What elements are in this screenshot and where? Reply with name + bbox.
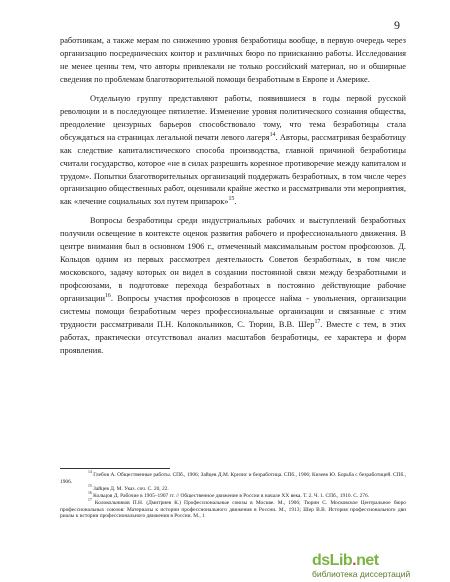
footnote-ref-17[interactable]: 17 [314, 319, 321, 326]
footnote-divider [60, 468, 170, 469]
footnote-ref-16[interactable]: 16 [104, 293, 111, 300]
paragraph-2: Отдельную группу представляют работы, появившиеся в годы первой русской революции и в последующее пятилетие. Изменение уровня политического сознания общества, преодоление цензурных барьеров способствовало тому, что тема безработицы стала обсуждаться на страницах легальной печати левого лагеря$^{14}$. Авторы, рассматривая безработицу как следствие капиталистического способа производства, главной причиной безработицы считали государство, которое «не в силах разрешить коренное противоречие между капиталом и трудом». Попытки благотворительных организаций поддержать безработных, в том числе через организацию общественных работ, оценивали крайне жестко и рассматривали эти мероприятия, как «лечение социальных зол путем припарок»$^{15}$. [60, 93, 407, 207]
watermark-subtitle: библиотека диссертаций [312, 569, 411, 579]
paragraph-3: Вопросы безработицы среди индустриальных рабочих и выступлений безработных получили освещение в контексте оценок развития рабочего и профессионального движения. В центре внимания был в основном 1906 г., отмеченный максимальным ростом профсоюзов. Д. Кольцов одним из первых рассмотрел деятельность Советов безработных, в том числе московского, задачу которых он видел в создании постоянной связи между безработными и профсоюзами, в подготовке перехода безработных в постоянно действующие рабочие организации$^{16}$. Вопросы участия профсоюзов в процессе найма - увольнения, организации системы помощи безработным через профессиональные организации и связанные с этим трудности рассматривали П.Н. Колокольников, С. Тюрин, В.В. Шер$^{17}$. Вместе с тем, в этих работах, практически отсутствовал анализ масштабов безработицы, ее характера и форм проявления. [60, 216, 406, 355]
paragraph-1: работникам, а также мерам по снижению уровня безработицы вообще, в первую очередь через организацию посреднических контор и различных бюро по приисканию работы. Исследования не менее ценны тем, что авторы привлекали не только российский материал, но и обширные сведения по проблемам благотворительной помощи безработным в Европе и Америке. [60, 36, 406, 84]
footnotes [60, 472, 406, 520]
footnote-17: $^{17}$ Колокольников П.Н. (Дмитриев К.) Профессиональные союзы в Москве. М., 1906; Тюрин С. Московское Центральное бюро профессиональных союзов: Материалы к истории профессионального движения в России. М., 1913; Шер В.В. История профессионального дви риалы к истории профессионального движения в России. М., 1 [60, 497, 406, 520]
dslib-watermark[interactable] [312, 552, 447, 578]
main-text [60, 35, 406, 364]
dslib-logo: dsLib.net [312, 552, 379, 569]
footnote-15: $^{15}$ Зайцев Д. М. Указ. соч. С. 20, 22. [88, 484, 169, 492]
footnote-ref-14[interactable]: 14 [269, 131, 276, 138]
footnote-14: $^{14}$ Глебов А. Общественные работы. СПб., 1906; Зайцев Д.М. Кризис и безработица. СПб., 1906; Кизеев Ю. Борьба с безработицей. СПб., 1906. [60, 470, 406, 485]
page-number: 9 [394, 18, 400, 32]
footnote-ref-15[interactable]: 15 [228, 196, 235, 203]
footnote-16: $^{16}$ Кольцов Д. Рабочие в 1905–1907 гг. // Общественное движение в России в начале XX века. Т. 2. Ч. 1. СПб., 1910. С. 276. [88, 490, 370, 499]
